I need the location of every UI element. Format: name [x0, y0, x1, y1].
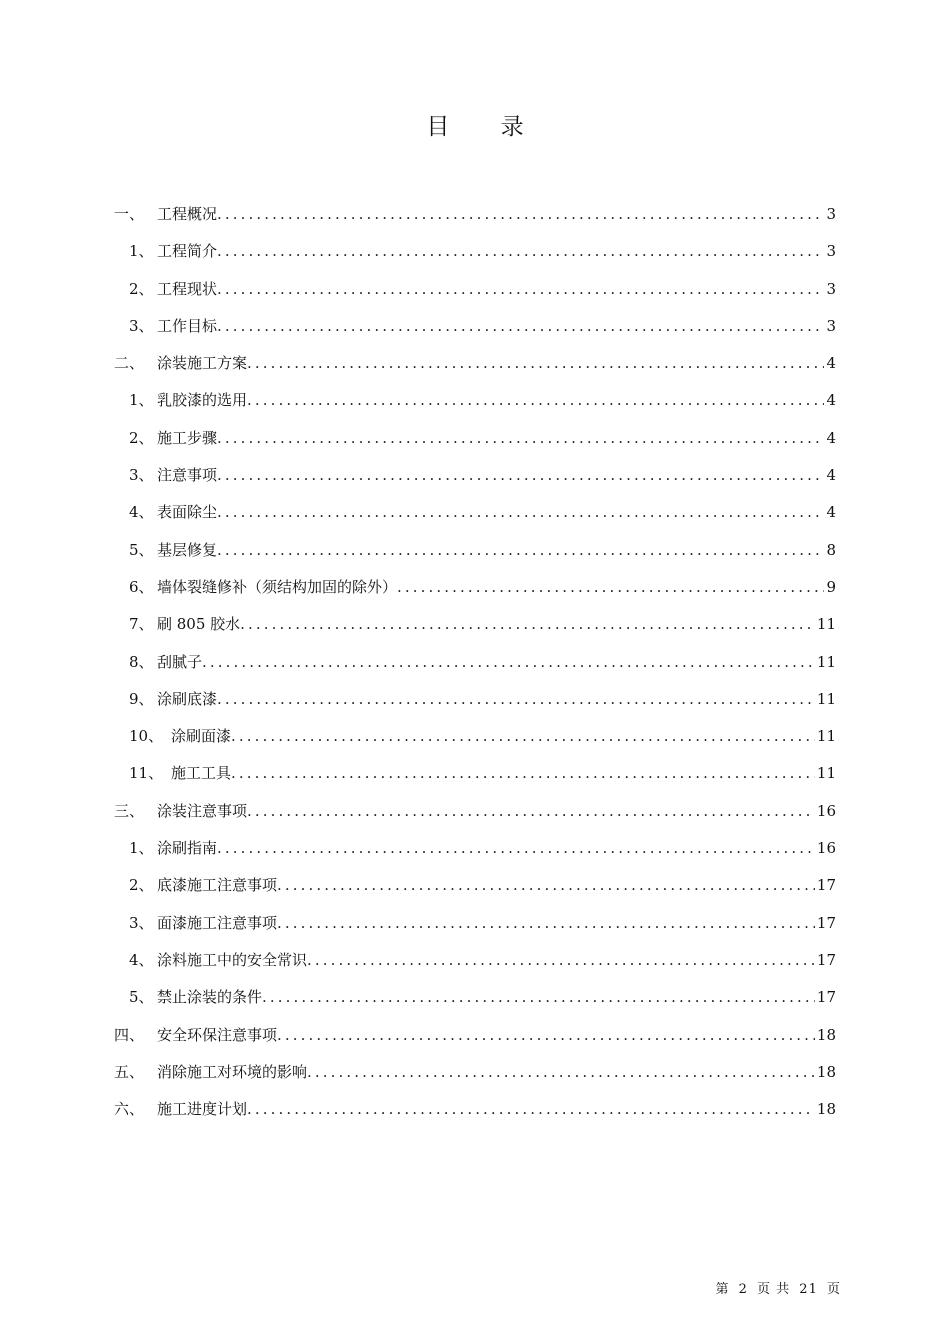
toc-entry-page: 4 [826, 354, 836, 373]
toc-entry-page: 3 [826, 316, 836, 335]
toc-entry[interactable] [114, 275, 836, 312]
toc-entry-page: 17 [816, 876, 836, 895]
toc-entry-page: 11 [816, 615, 836, 634]
toc-entry-number: 四、 [114, 1025, 145, 1044]
dot-leader [217, 200, 824, 228]
toc-entry-number: 1、 [129, 391, 154, 410]
toc-entry-page: 3 [826, 205, 836, 223]
toc-entry-page: 16 [816, 839, 836, 858]
toc-entry-number: 5、 [129, 540, 154, 559]
toc-entry-page: 17 [816, 913, 836, 932]
toc-entry[interactable] [114, 237, 836, 274]
toc-entry[interactable] [114, 349, 836, 386]
toc-entry-page: 9 [826, 577, 836, 596]
toc-entry-text: 底漆施工注意事项 [157, 876, 278, 895]
toc-entry-text: 工程简介 [157, 242, 218, 261]
toc-entry-page: 3 [826, 242, 836, 261]
toc-entry[interactable] [114, 834, 836, 871]
toc-entry-text: 乳胶漆的选用 [157, 391, 248, 410]
toc-entry-text: 涂料施工中的安全常识 [157, 950, 308, 969]
toc-entry-number: 7、 [129, 615, 154, 634]
toc-entry-page: 11 [816, 689, 836, 708]
toc-entry-text: 涂刷面漆 [171, 727, 232, 746]
toc-entry[interactable] [114, 648, 836, 685]
toc-entry-number: 二、 [114, 354, 145, 373]
toc-entry-text: 刮腻子 [157, 652, 203, 671]
toc-entry-number: 3、 [129, 466, 154, 485]
toc-entry-page: 4 [826, 428, 836, 447]
toc-title: 目 录 [426, 114, 546, 140]
toc-entry[interactable] [114, 461, 836, 498]
toc-entry-number: 五、 [114, 1062, 145, 1081]
toc-entry-number: 3、 [129, 913, 154, 932]
dot-leader [231, 759, 815, 787]
toc-entry-page: 4 [826, 391, 836, 410]
footer-current-page: 2 [738, 1282, 748, 1297]
toc-entry-text: 工程概况 [157, 205, 218, 223]
toc-entry-text: 基层修复 [157, 540, 218, 559]
toc-entry[interactable] [114, 536, 836, 573]
toc-entry-number: 10、 [129, 727, 164, 746]
toc-entry-page: 18 [816, 1062, 836, 1081]
toc-entry-number: 六、 [114, 1100, 145, 1119]
toc-entry-number: 4、 [129, 503, 154, 522]
toc-entry-number: 2、 [129, 876, 154, 895]
dot-leader [217, 498, 824, 526]
dot-leader [217, 312, 824, 340]
dot-leader [217, 424, 824, 452]
dot-leader [307, 1058, 815, 1086]
toc-entry-text: 施工步骤 [157, 428, 218, 447]
toc-entry[interactable] [114, 312, 836, 349]
toc-entry-text: 涂装施工方案 [157, 354, 248, 373]
toc-entry-page: 17 [816, 988, 836, 1007]
dot-leader [217, 461, 824, 489]
toc-entry-text: 面漆施工注意事项 [157, 913, 278, 932]
toc-entry[interactable] [114, 797, 836, 834]
toc-entry-text: 涂刷底漆 [157, 689, 218, 708]
footer-prefix: 第 [715, 1282, 730, 1297]
dot-leader [397, 573, 824, 601]
toc-entry-number: 6、 [129, 577, 154, 596]
dot-leader [262, 983, 815, 1011]
footer-total-pages: 21 [799, 1282, 818, 1297]
toc-entry[interactable] [114, 909, 836, 946]
dot-leader [217, 275, 824, 303]
dot-leader [231, 722, 815, 750]
toc-entry-page: 8 [826, 540, 836, 559]
toc-entry[interactable] [114, 759, 836, 796]
table-of-contents [114, 200, 836, 1132]
footer-suffix: 页 [826, 1282, 841, 1297]
toc-entry[interactable] [114, 1095, 836, 1132]
toc-entry-text: 注意事项 [157, 466, 218, 485]
toc-entry-number: 1、 [129, 839, 154, 858]
toc-entry-text: 表面除尘 [157, 503, 218, 522]
toc-entry[interactable] [114, 946, 836, 983]
dot-leader [247, 386, 824, 414]
toc-entry-page: 18 [816, 1025, 836, 1044]
toc-entry[interactable] [114, 386, 836, 423]
toc-entry-text: 施工进度计划 [157, 1100, 248, 1119]
dot-leader [277, 871, 815, 899]
toc-entry-page: 3 [826, 279, 836, 298]
dot-leader [240, 610, 815, 638]
toc-entry-page: 11 [816, 652, 836, 671]
dot-leader [247, 349, 824, 377]
toc-entry[interactable] [114, 200, 836, 237]
toc-entry-page: 4 [826, 466, 836, 485]
dot-leader [217, 834, 815, 862]
toc-entry-page: 11 [816, 764, 836, 783]
dot-leader [247, 1095, 815, 1123]
toc-entry-text: 安全环保注意事项 [157, 1025, 278, 1044]
toc-entry-text: 刷 805 胶水 [157, 615, 241, 634]
toc-entry[interactable] [114, 498, 836, 535]
toc-entry-number: 11、 [129, 764, 164, 783]
dot-leader [202, 648, 815, 676]
dot-leader [277, 909, 815, 937]
toc-entry-text: 涂装注意事项 [157, 801, 248, 820]
toc-entry-page: 16 [816, 801, 836, 820]
toc-entry-number: 1、 [129, 242, 154, 261]
toc-entry-page: 11 [816, 727, 836, 746]
dot-leader [247, 797, 815, 825]
dot-leader [217, 685, 815, 713]
toc-entry[interactable] [114, 573, 836, 610]
footer-mid: 页 共 [757, 1282, 791, 1297]
toc-entry-page: 4 [826, 503, 836, 522]
dot-leader [277, 1021, 815, 1049]
toc-entry[interactable] [114, 1021, 836, 1058]
toc-entry-number: 2、 [129, 428, 154, 447]
dot-leader [217, 536, 824, 564]
toc-entry-number: 5、 [129, 988, 154, 1007]
toc-entry-page: 17 [816, 950, 836, 969]
toc-entry-text: 禁止涂装的条件 [157, 988, 263, 1007]
dot-leader [217, 237, 824, 265]
toc-entry-text: 工作目标 [157, 316, 218, 335]
toc-entry[interactable] [114, 685, 836, 722]
toc-entry[interactable] [114, 871, 836, 908]
toc-entry-number: 3、 [129, 316, 154, 335]
toc-entry-text: 工程现状 [157, 279, 218, 298]
toc-entry-text: 消除施工对环境的影响 [157, 1062, 308, 1081]
toc-entry[interactable] [114, 722, 836, 759]
toc-entry[interactable] [114, 610, 836, 647]
dot-leader [307, 946, 815, 974]
toc-entry-number: 一、 [114, 205, 145, 223]
toc-entry-number: 三、 [114, 801, 145, 820]
toc-entry[interactable] [114, 983, 836, 1020]
toc-entry-text: 涂刷指南 [157, 839, 218, 858]
toc-entry[interactable] [114, 424, 836, 461]
page-footer [713, 1278, 843, 1297]
toc-entry[interactable] [114, 1058, 836, 1095]
toc-entry-number: 2、 [129, 279, 154, 298]
toc-entry-text: 施工工具 [171, 764, 232, 783]
toc-entry-number: 4、 [129, 950, 154, 969]
toc-entry-number: 9、 [129, 689, 154, 708]
toc-entry-text: 墙体裂缝修补（须结构加固的除外） [157, 577, 398, 596]
toc-entry-number: 8、 [129, 652, 154, 671]
toc-entry-page: 18 [816, 1100, 836, 1119]
